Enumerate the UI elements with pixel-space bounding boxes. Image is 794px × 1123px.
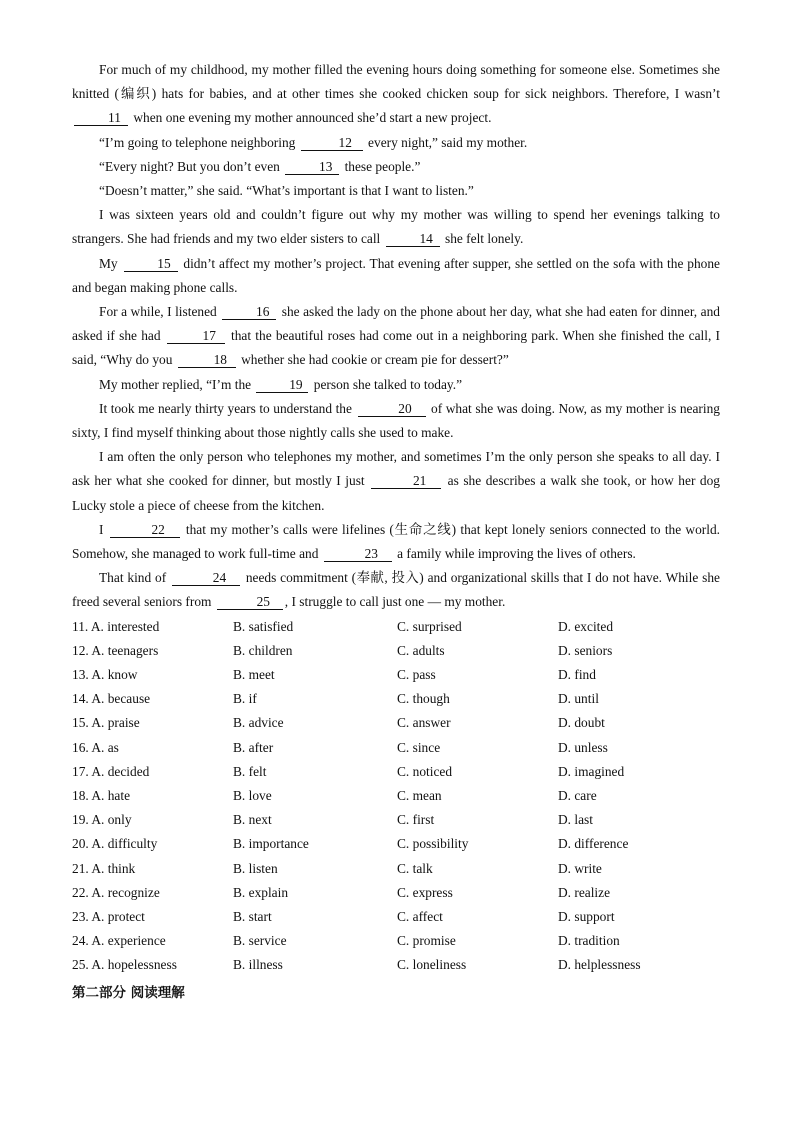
option-d[interactable]	[558, 663, 718, 687]
option-b[interactable]	[233, 639, 397, 663]
option-text: B. children	[233, 642, 293, 658]
passage-text: when one evening my mother announced she’d start a new project.	[130, 110, 492, 126]
option-b[interactable]	[233, 857, 397, 881]
question-number: 11.	[72, 618, 89, 634]
blank-21[interactable]: 21	[371, 474, 441, 489]
option-text: C. though	[397, 691, 450, 707]
option-text: D. helplessness	[558, 957, 641, 973]
option-b[interactable]	[233, 711, 397, 735]
option-a[interactable]	[72, 881, 233, 905]
option-text: D. support	[558, 908, 615, 924]
option-text: C. promise	[397, 933, 456, 949]
blank-18[interactable]: 18	[178, 353, 236, 368]
passage-text: “I’m going to telephone neighboring	[99, 134, 299, 150]
option-a[interactable]	[72, 808, 233, 832]
option-b[interactable]	[233, 687, 397, 711]
option-d[interactable]	[558, 784, 718, 808]
passage-paragraph	[72, 300, 720, 373]
option-text: D. excited	[558, 618, 614, 634]
option-c[interactable]	[397, 905, 558, 929]
passage-text: whether she had cookie or cream pie for dessert?”	[237, 352, 509, 368]
option-a[interactable]	[72, 929, 233, 953]
question-number: 14.	[72, 691, 89, 707]
option-c[interactable]	[397, 808, 558, 832]
option-c[interactable]	[397, 736, 558, 760]
passage-paragraph	[72, 131, 720, 155]
question-number: 19.	[72, 812, 89, 828]
passage-text: she felt lonely.	[441, 231, 524, 247]
option-a[interactable]	[72, 687, 233, 711]
blank-24[interactable]: 24	[172, 571, 240, 586]
question-number: 24.	[72, 933, 89, 949]
option-d[interactable]	[558, 881, 718, 905]
question-row	[72, 857, 720, 881]
question-row	[72, 929, 720, 953]
question-number: 23.	[72, 908, 89, 924]
passage-paragraph	[72, 179, 720, 203]
option-d[interactable]	[558, 857, 718, 881]
question-row	[72, 663, 720, 687]
option-a[interactable]	[72, 711, 233, 735]
passage-paragraph	[72, 566, 720, 614]
option-d[interactable]	[558, 639, 718, 663]
option-c[interactable]	[397, 687, 558, 711]
passage-text: of what she was doing. Now, as my mother is nearing sixty, I find myself thinking about those nightly calls she used to make.	[72, 400, 720, 441]
option-text: C. possibility	[397, 836, 469, 852]
passage-text: as she describes a walk she took, or how her dog Lucky stole a piece of cheese from the kitchen.	[72, 473, 720, 513]
question-row	[72, 711, 720, 735]
option-text: B. listen	[233, 860, 278, 876]
passage-text: My	[99, 255, 122, 271]
section-heading: 第二部分 阅读理解	[72, 985, 185, 1002]
option-text: D. realize	[558, 884, 611, 900]
passage-text: didn’t affect my mother’s project. That evening after supper, she settled on the sofa with the phone and began making phone calls.	[72, 255, 720, 295]
option-c[interactable]	[397, 881, 558, 905]
passage-text: My mother replied, “I’m the	[99, 376, 255, 392]
option-text: B. explain	[233, 884, 289, 900]
option-b[interactable]	[233, 760, 397, 784]
passage-paragraph	[72, 518, 720, 566]
option-text: B. next	[233, 812, 272, 828]
option-text: B. service	[233, 933, 287, 949]
blank-19[interactable]: 19	[256, 378, 308, 393]
option-d[interactable]	[558, 615, 718, 639]
question-row	[72, 760, 720, 784]
option-text: B. importance	[233, 836, 309, 852]
option-a[interactable]	[72, 857, 233, 881]
passage-text: that my mother’s calls were lifelines (生命之线) that kept lonely seniors connected to the world. Somehow, she managed to work full-time and	[72, 521, 720, 562]
option-text: C. answer	[397, 715, 451, 731]
option-c[interactable]	[397, 663, 558, 687]
option-d[interactable]	[558, 953, 718, 977]
blank-14[interactable]: 14	[386, 232, 440, 247]
blank-22[interactable]: 22	[110, 523, 180, 538]
option-text: D. write	[558, 860, 602, 876]
option-text: A. teenagers	[91, 642, 159, 658]
question-row	[72, 615, 720, 639]
option-text: A. as	[91, 739, 119, 755]
blank-23[interactable]: 23	[324, 547, 392, 562]
option-b[interactable]	[233, 953, 397, 977]
passage-text: every night,” said my mother.	[364, 134, 528, 150]
option-b[interactable]	[233, 784, 397, 808]
option-text: A. recognize	[91, 884, 160, 900]
option-text: D. until	[558, 691, 599, 707]
option-b[interactable]	[233, 615, 397, 639]
passage-text: these people.”	[341, 158, 421, 174]
option-text: A. decided	[91, 763, 150, 779]
option-text: A. hopelessness	[91, 957, 177, 973]
blank-17[interactable]: 17	[167, 329, 225, 344]
option-text: C. adults	[397, 642, 445, 658]
option-text: D. care	[558, 787, 597, 803]
passage-paragraph	[72, 203, 720, 251]
option-c[interactable]	[397, 639, 558, 663]
passage-text: , I struggle to call just one — my mother.	[284, 594, 506, 610]
passage-text: person she talked to today.”	[310, 376, 463, 392]
question-number: 17.	[72, 763, 89, 779]
question-number: 13.	[72, 667, 89, 683]
option-text: B. illness	[233, 957, 283, 973]
question-row	[72, 784, 720, 808]
question-number: 22.	[72, 884, 89, 900]
blank-13[interactable]: 13	[285, 160, 339, 175]
option-a[interactable]	[72, 615, 233, 639]
option-a[interactable]	[72, 832, 233, 856]
option-text: C. loneliness	[397, 957, 467, 973]
passage-text: she asked the lady on the phone about her day, what she had eaten for dinner, and asked if she had	[72, 304, 720, 344]
blank-16[interactable]: 16	[222, 305, 276, 320]
passage-text: “Every night? But you don’t even	[99, 158, 284, 174]
option-text: D. find	[558, 667, 596, 683]
option-b[interactable]	[233, 929, 397, 953]
blank-11[interactable]: 11	[74, 111, 128, 126]
blank-15[interactable]: 15	[124, 257, 178, 272]
question-number: 20.	[72, 836, 89, 852]
option-text: C. noticed	[397, 763, 453, 779]
passage-text: “Doesn’t matter,” she said. “What’s important is that I want to listen.”	[99, 183, 474, 199]
document-page	[72, 58, 720, 1005]
blank-20[interactable]: 20	[358, 402, 426, 417]
option-text: A. only	[91, 812, 132, 828]
passage-text: It took me nearly thirty years to understand the	[99, 400, 356, 416]
passage-text: I was sixteen years old and couldn’t figure out why my mother was willing to spend her evenings talking to strangers. She had friends and my two elder sisters to call	[72, 207, 720, 247]
question-row	[72, 905, 720, 929]
option-text: C. mean	[397, 787, 442, 803]
question-row	[72, 808, 720, 832]
option-c[interactable]	[397, 832, 558, 856]
option-text: D. seniors	[558, 642, 613, 658]
passage-text: That kind of	[99, 570, 170, 586]
passage-paragraph	[72, 58, 720, 131]
answer-options	[72, 615, 720, 978]
option-text: C. since	[397, 739, 441, 755]
option-text: C. talk	[397, 860, 433, 876]
option-text: D. last	[558, 812, 593, 828]
option-text: B. after	[233, 739, 274, 755]
option-c[interactable]	[397, 929, 558, 953]
option-text: B. meet	[233, 667, 275, 683]
passage-text: For a while, I listened	[99, 304, 221, 320]
option-b[interactable]	[233, 736, 397, 760]
option-b[interactable]	[233, 832, 397, 856]
option-d[interactable]	[558, 736, 718, 760]
option-a[interactable]	[72, 736, 233, 760]
option-text: B. love	[233, 787, 272, 803]
option-a[interactable]	[72, 760, 233, 784]
option-text: C. pass	[397, 667, 436, 683]
option-d[interactable]	[558, 808, 718, 832]
option-c[interactable]	[397, 784, 558, 808]
option-text: D. difference	[558, 836, 629, 852]
option-text: D. unless	[558, 739, 608, 755]
option-c[interactable]	[397, 615, 558, 639]
question-number: 12.	[72, 642, 89, 658]
passage-text: a family while improving the lives of others.	[393, 546, 636, 562]
option-a[interactable]	[72, 905, 233, 929]
option-b[interactable]	[233, 808, 397, 832]
passage-text: I	[99, 521, 108, 537]
option-d[interactable]	[558, 687, 718, 711]
option-text: A. think	[91, 860, 136, 876]
question-row	[72, 687, 720, 711]
option-text: A. difficulty	[91, 836, 158, 852]
option-text: A. hate	[91, 787, 131, 803]
option-d[interactable]	[558, 760, 718, 784]
option-text: C. express	[397, 884, 453, 900]
option-text: C. first	[397, 812, 435, 828]
question-number: 21.	[72, 860, 89, 876]
question-row	[72, 832, 720, 856]
passage-paragraph	[72, 373, 720, 397]
passage-text: I am often the only person who telephones my mother, and sometimes I’m the only person she speaks to all day. I ask her what she cooked for dinner, but mostly I just	[72, 449, 720, 489]
question-row	[72, 953, 720, 977]
blank-12[interactable]: 12	[301, 136, 363, 151]
question-number: 16.	[72, 739, 89, 755]
option-text: C. affect	[397, 908, 443, 924]
option-text: C. surprised	[397, 618, 462, 634]
option-text: A. because	[91, 691, 151, 707]
option-c[interactable]	[397, 711, 558, 735]
question-row	[72, 639, 720, 663]
question-row	[72, 736, 720, 760]
option-b[interactable]	[233, 881, 397, 905]
question-number: 18.	[72, 787, 89, 803]
option-c[interactable]	[397, 857, 558, 881]
passage-text: For much of my childhood, my mother filled the evening hours doing something for someone else. Sometimes she knitted (编织) hats for babies, and at other times she cooked chicken soup for sick neighbors. Therefore, I wasn’t	[72, 62, 720, 102]
passage-paragraph	[72, 397, 720, 445]
option-text: A. praise	[91, 715, 140, 731]
option-b[interactable]	[233, 663, 397, 687]
option-text: B. start	[233, 908, 272, 924]
passage-paragraph	[72, 445, 720, 518]
question-row	[72, 881, 720, 905]
option-text: A. protect	[91, 908, 145, 924]
option-text: B. felt	[233, 763, 267, 779]
option-d[interactable]	[558, 711, 718, 735]
option-text: B. satisfied	[233, 618, 294, 634]
option-a[interactable]	[72, 953, 233, 977]
option-c[interactable]	[397, 953, 558, 977]
option-text: B. advice	[233, 715, 284, 731]
passage-text: that the beautiful roses had come out in a neighboring park. When she finished the call, I said, “Why do you	[72, 328, 720, 368]
option-a[interactable]	[72, 784, 233, 808]
question-number: 15.	[72, 715, 89, 731]
option-c[interactable]	[397, 760, 558, 784]
option-b[interactable]	[233, 905, 397, 929]
option-d[interactable]	[558, 929, 718, 953]
option-text: D. imagined	[558, 763, 625, 779]
passage-paragraph	[72, 155, 720, 179]
option-text: D. tradition	[558, 933, 620, 949]
option-a[interactable]	[72, 663, 233, 687]
question-number: 25.	[72, 957, 89, 973]
option-text: A. know	[91, 667, 138, 683]
cloze-passage	[72, 58, 720, 615]
option-text: A. experience	[91, 933, 166, 949]
option-text: D. doubt	[558, 715, 605, 731]
option-d[interactable]	[558, 905, 718, 929]
option-a[interactable]	[72, 639, 233, 663]
blank-25[interactable]: 25	[217, 595, 283, 610]
option-text: A. interested	[90, 618, 160, 634]
option-text: B. if	[233, 691, 257, 707]
passage-paragraph	[72, 252, 720, 300]
option-d[interactable]	[558, 832, 718, 856]
passage-text: needs commitment (奉献, 投入) and organizational skills that I do not have. While she freed several seniors from	[72, 570, 720, 610]
